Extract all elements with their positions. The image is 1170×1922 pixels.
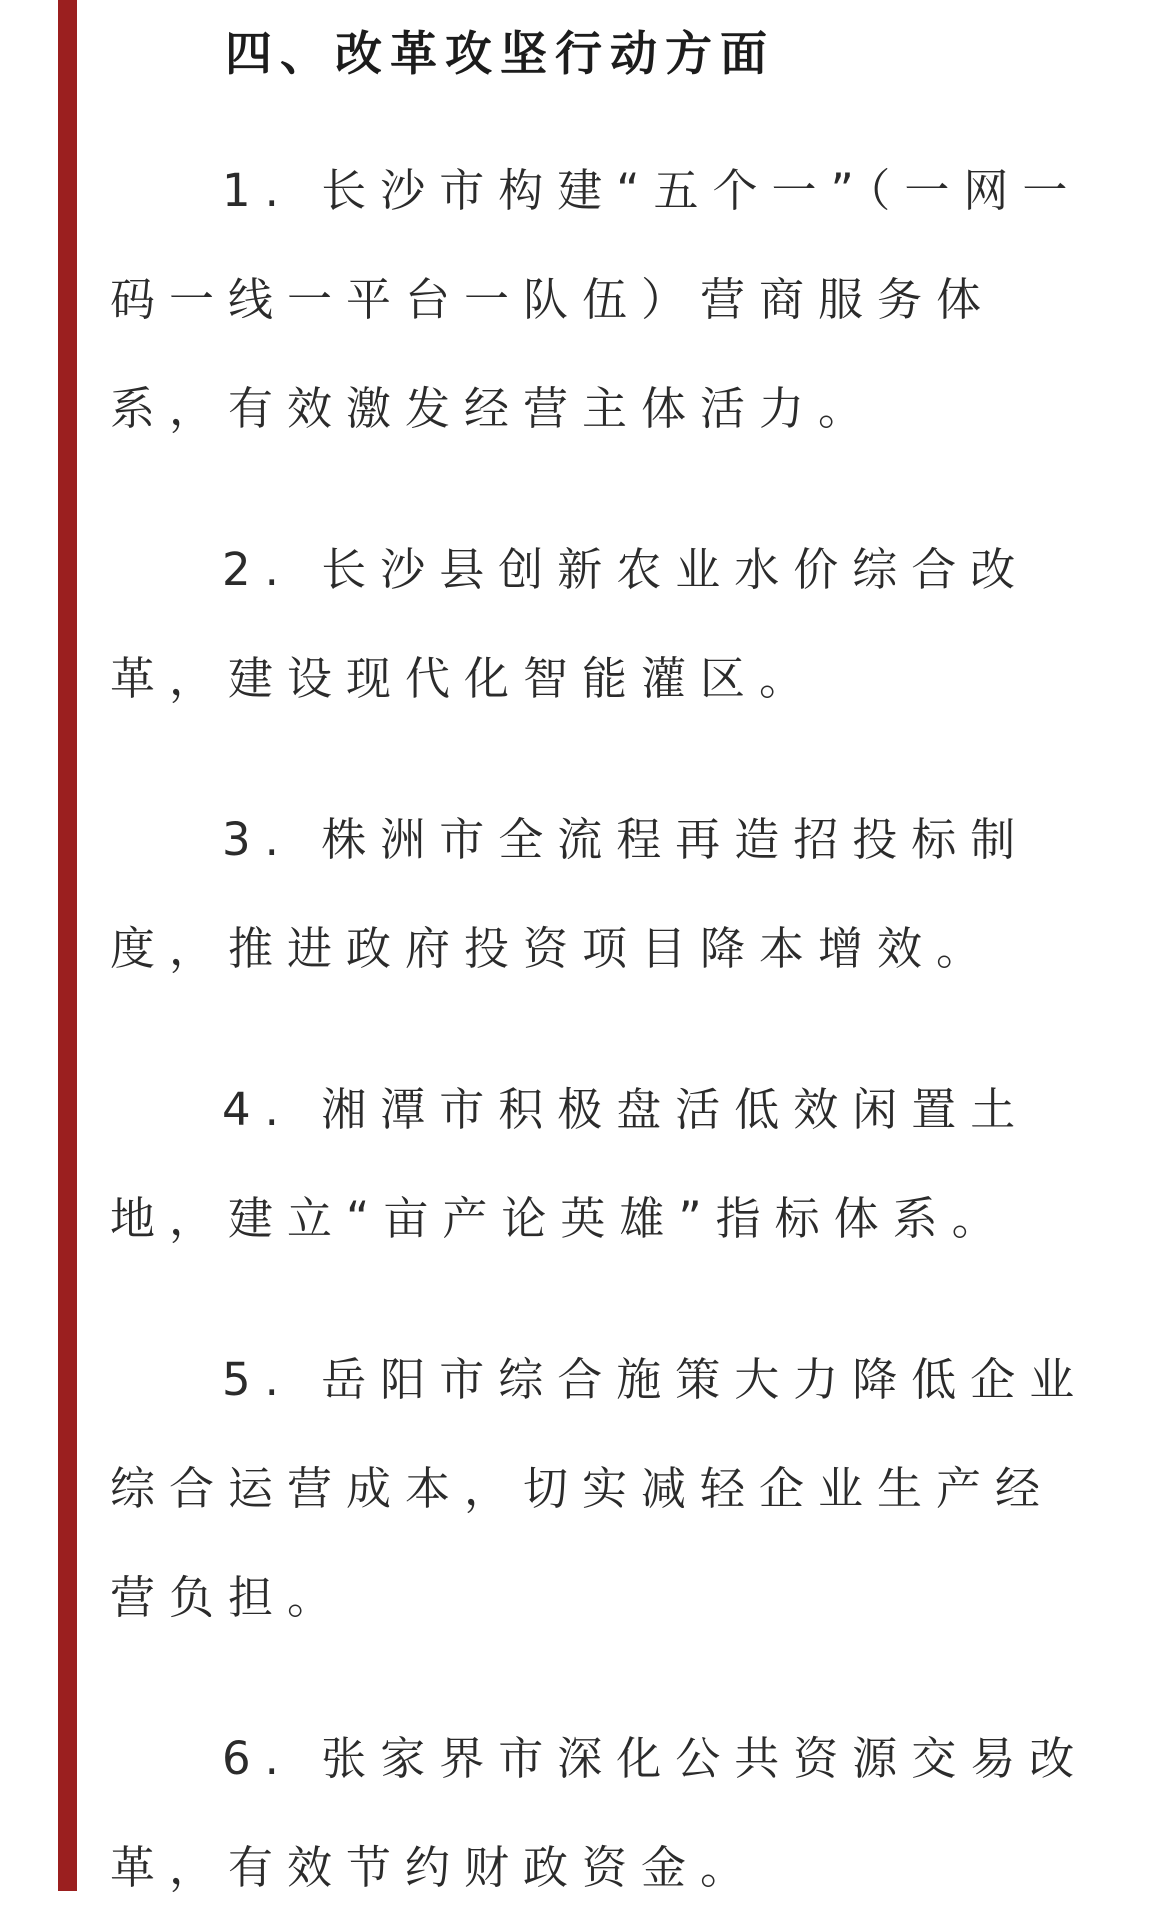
- item-line: 5. 岳阳市综合施策大力降低企业: [222, 1353, 1089, 1406]
- item-line: 3. 株洲市全流程再造招投标制: [222, 813, 1030, 866]
- item-line: 2. 长沙县创新农业水价综合改: [222, 543, 1030, 596]
- item-line: 地，建立“亩产论英雄”指标体系。: [110, 1192, 1011, 1245]
- left-red-rule: [58, 0, 77, 1891]
- list-item: [110, 1704, 1089, 1922]
- list-item: [110, 1055, 1076, 1273]
- list-item: [110, 136, 1082, 463]
- item-line: 系，有效激发经营主体活力。: [110, 382, 878, 435]
- item-line: 革，有效节约财政资金。: [110, 1841, 760, 1894]
- item-line: 1. 长沙市构建“五个一”（一网一: [222, 164, 1082, 217]
- item-line: 度，推进政府投资项目降本增效。: [110, 922, 996, 975]
- item-line: 革，建设现代化智能灌区。: [110, 652, 819, 705]
- list-item: [110, 515, 1076, 733]
- item-line: 综合运营成本，切实减轻企业生产经: [110, 1462, 1055, 1515]
- item-line: 6. 张家界市深化公共资源交易改: [222, 1732, 1089, 1785]
- section-heading: 四、改革攻坚行动方面: [225, 27, 775, 82]
- item-line: 码一线一平台一队伍）营商服务体: [110, 273, 996, 326]
- item-line: 4. 湘潭市积极盘活低效闲置土: [222, 1083, 1030, 1136]
- list-item: [110, 785, 1076, 1003]
- list-item: [110, 1325, 1089, 1652]
- document-body: [110, 14, 1089, 1922]
- item-line: 营负担。: [110, 1571, 347, 1624]
